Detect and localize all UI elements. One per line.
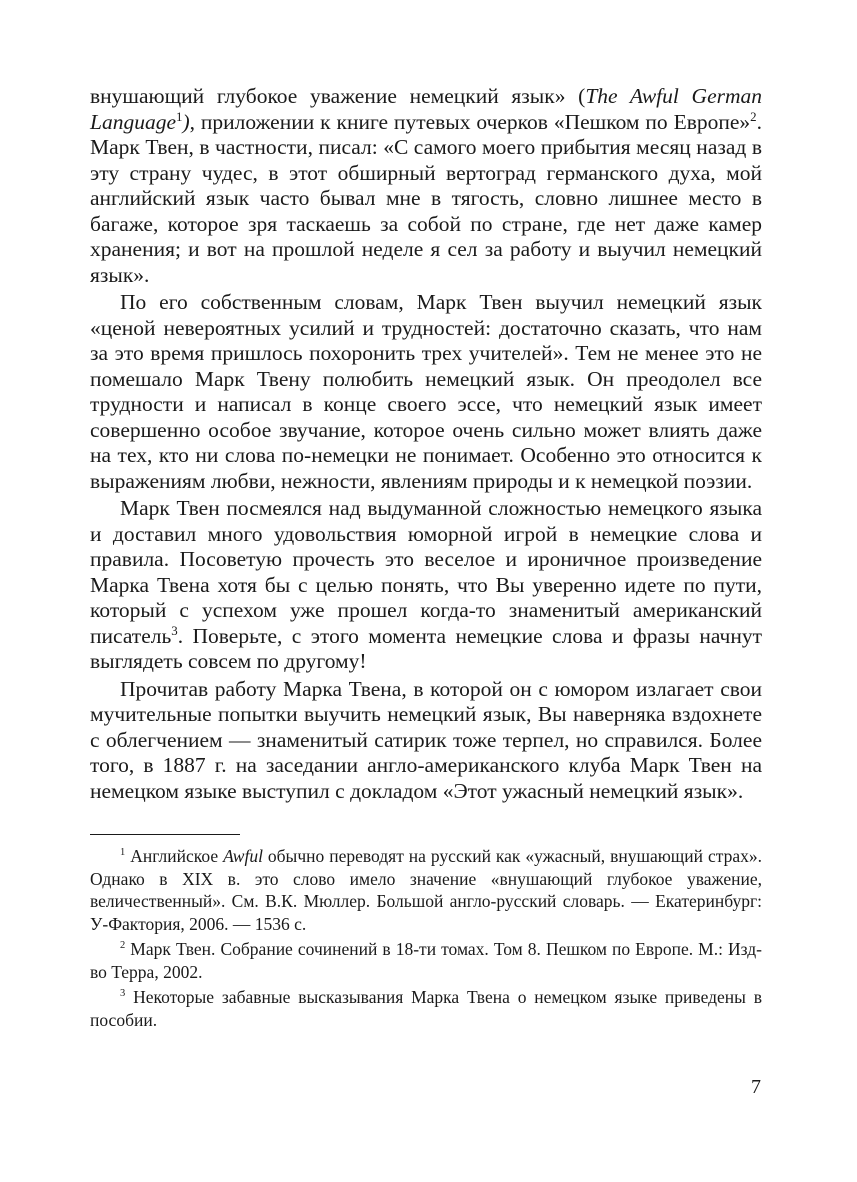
book-title-italic: The Awful German Language <box>90 84 763 134</box>
footnote-3-text: Некоторые забавные высказывания Марка Твена о немецком языке приведены в пособии. <box>90 987 762 1030</box>
footnote-1 <box>90 845 762 935</box>
paragraph-2: По его собственным словам, Марк Твен выучил немецкий язык «ценой невероятных усилий и трудностей: достаточно сказать, что нам за это время пришлось похоронить трех учителей». Тем не менее это не помешало Марк Твену полюбить немецкий язык. Он преодолел все трудности и написал в конце своего эссе, что немецкий язык имеет совершенно особое звучание, которое очень сильно может влиять даже на тех, кто ни слова по-немецки не понимает. Особенно это относится к выражениям любви, нежности, явлениям природы и к немецкой поэзии. <box>90 290 762 493</box>
closing-paren-italic: ) <box>182 109 190 134</box>
footnote-2-text: Марк Твен. Собрание сочинений в 18-ти томах. Том 8. Пешком по Европе. М.: Изд-во Терра, 2002. <box>90 939 762 982</box>
footnote-2-number: 2 <box>120 940 126 952</box>
footnote-1-number: 1 <box>120 847 126 859</box>
page-number: 7 <box>751 1076 761 1098</box>
footnote-1-pre: Английское <box>125 846 224 866</box>
footnote-3 <box>90 986 762 1031</box>
paragraph-1-tail: . Марк Твен, в частности, писал: «С самого моего прибытия месяц назад в эту страну чудес, в этот обширный вертоград германского духа, мой английский язык часто бывал мне в тягость, словно лишнее место в багаже, которое зря таскаешь за собой по стране, где нет даже камер хранения; и вот на прошлой неделе я сел за работу и выучил немецкий язык». <box>90 109 762 287</box>
footnote-1-italic: Awful <box>223 846 263 866</box>
body-text <box>90 84 762 804</box>
document-page <box>90 84 762 1031</box>
paragraph-3 <box>90 496 762 675</box>
paragraph-4: Прочитав работу Марка Твена, в которой он с юмором излагает свои мучительные попытки выучить немецкий язык, Вы наверняка вздохнете с облегчением — знаменитый сатирик тоже терпел, но справился. Более того, в 1887 г. на заседании англо-американского клуба Марк Твен на немецком языке выступил с докладом «Этот ужасный немецкий язык». <box>90 676 762 803</box>
paragraph-1-text: внушающий глубокое уважение немецкий язык» ( <box>90 84 586 108</box>
footnote-ref-2[interactable]: 2 <box>750 109 757 124</box>
footnote-ref-3[interactable]: 3 <box>171 623 178 638</box>
footnote-2 <box>90 938 762 983</box>
footnote-separator <box>90 834 240 835</box>
footnotes <box>90 845 762 1031</box>
paragraph-3-text: Марк Твен посмеялся над выдуманной сложностью немецкого языка и доставил много удовольствия юморной игрой в немецкие слова и правила. Посоветую прочесть это веселое и ироничное произведение Марка Твена хотя бы с целью понять, что Вы уверенно идете по пути, который с успехом уже прошел когда-то знаменитый американский писатель <box>90 496 762 648</box>
paragraph-3-tail: . Поверьте, с этого момента немецкие слова и фразы начнут выглядеть совсем по другому! <box>90 623 762 673</box>
paragraph-1 <box>90 84 762 288</box>
footnote-1-text: обычно переводят на русский как «ужасный, внушающий страх». Однако в XIX в. это слово имело значение «внушающий глубокое уважение, величественный». См. В.К. Мюллер. Большой англо-русский словарь. — Екатеринбург: У-Фактория, 2006. — 1536 с. <box>90 846 762 934</box>
footnote-3-number: 3 <box>120 988 126 1000</box>
footnote-ref-1[interactable]: 1 <box>176 109 183 124</box>
paragraph-1-rest: , приложении к книге путевых очерков «Пешком по Европе» <box>189 109 751 134</box>
